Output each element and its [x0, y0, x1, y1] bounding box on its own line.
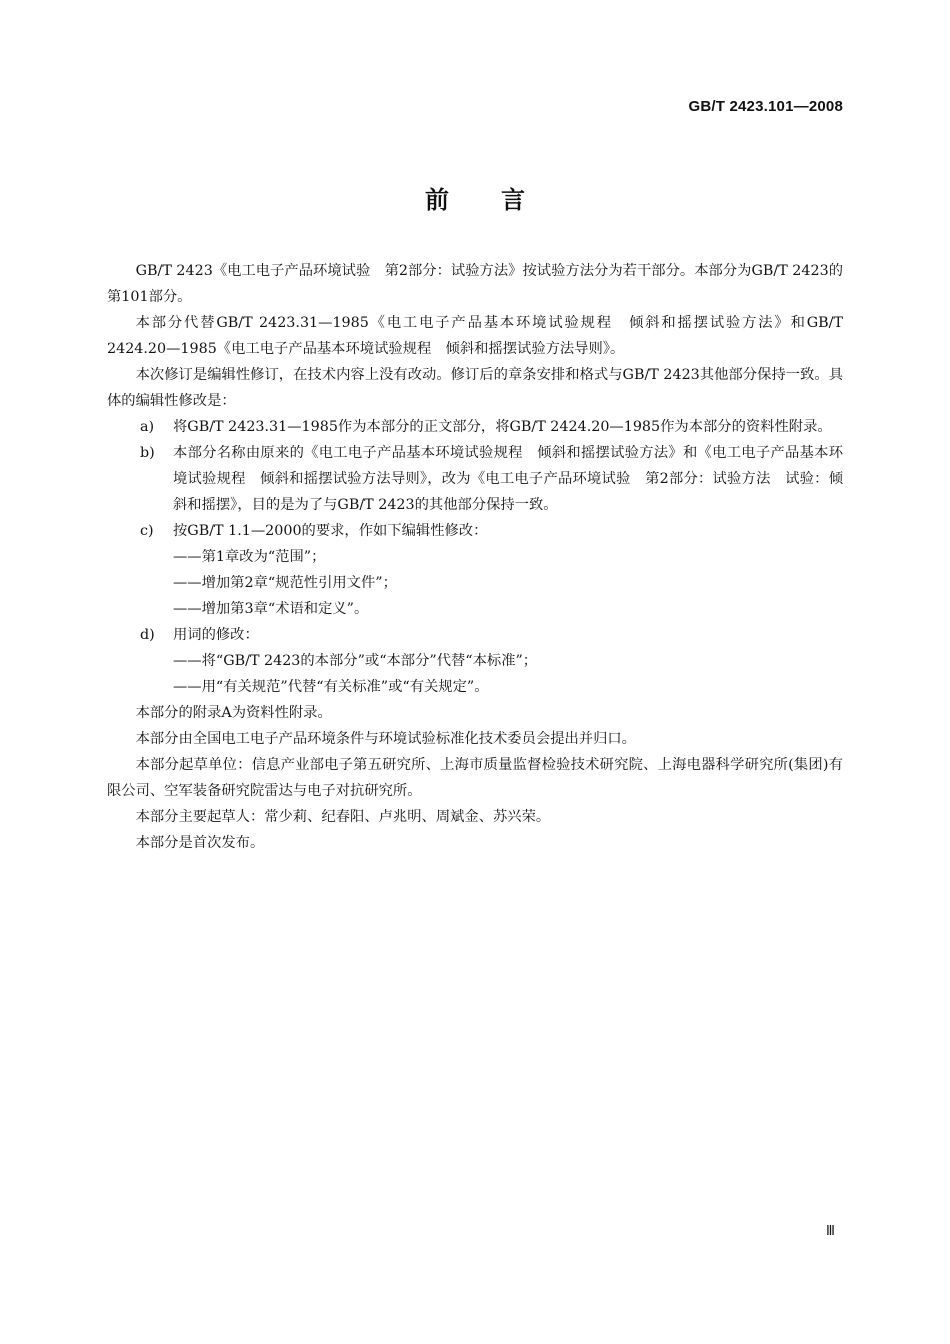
list-label-c: c) [140, 523, 154, 539]
paragraph-replaces: 本部分代替GB/T 2423.31—1985《电工电子产品基本环境试验规程 倾斜和摇摆试验方法》和GB/T 2424.20—1985《电工电子产品基本环境试验规程 倾斜和摇摆试验方法导则》。 [107, 315, 843, 357]
list-text-b: 本部分名称由原来的《电工电子产品基本环境试验规程 倾斜和摇摆试验方法》和《电工电子产品基本环境试验规程 倾斜和摇摆试验方法导则》，改为《电工电子产品环境试验 第2部分：试验方法 试验：倾斜和摇摆》，目的是为了与GB/T 2423的其他部分保持一致。 [173, 445, 843, 513]
title-char-1: 前 [425, 186, 449, 214]
paragraph-revision: 本次修订是编辑性修订，在技术内容上没有改动。修订后的章条安排和格式与GB/T 2423其他部分保持一致。具体的编辑性修改是： [107, 367, 843, 409]
dash-item-c3: ——增加第3章“术语和定义”。 [173, 601, 369, 617]
paragraph-first-release: 本部分是首次发布。 [135, 835, 265, 851]
standard-code: GB/T 2423.101—2008 [688, 98, 843, 115]
list-item-c [107, 518, 843, 544]
list-label-b: b) [140, 445, 155, 461]
dash-item-c2: ——增加第2章“规范性引用文件”； [173, 575, 397, 591]
dash-item-d2: ——用“有关规范”代替“有关标准”或“有关规定”。 [173, 679, 489, 695]
list-text-a: 将GB/T 2423.31—1985作为本部分的正文部分，将GB/T 2424.20—1985作为本部分的资料性附录。 [173, 419, 832, 435]
paragraph-scope: GB/T 2423《电工电子产品环境试验 第2部分：试验方法》按试验方法分为若干部分。本部分为GB/T 2423的第101部分。 [107, 263, 843, 305]
list-item-a [107, 414, 843, 440]
dash-item-c1: ——第1章改为“范围”； [173, 549, 326, 565]
list-label-a: a) [140, 419, 155, 435]
page-title [0, 180, 950, 215]
paragraph-drafters: 本部分主要起草人：常少莉、纪春阳、卢兆明、周斌金、苏兴荣。 [135, 809, 551, 825]
list-item-d [107, 622, 843, 648]
page-number: Ⅲ [826, 1224, 835, 1239]
list-text-c: 按GB/T 1.1—2000的要求，作如下编辑性修改： [173, 523, 488, 539]
title-char-2: 言 [501, 186, 525, 214]
list-item-b [107, 440, 843, 518]
paragraph-committee: 本部分由全国电工电子产品环境条件与环境试验标准化技术委员会提出并归口。 [135, 731, 636, 747]
foreword-body [107, 258, 843, 856]
paragraph-annex: 本部分的附录A为资料性附录。 [135, 705, 332, 721]
list-label-d: d) [140, 627, 155, 643]
dash-item-d1: ——将“GB/T 2423的本部分”或“本部分”代替“本标准”； [173, 653, 538, 669]
paragraph-drafting-units: 本部分起草单位：信息产业部电子第五研究所、上海市质量监督检验技术研究院、上海电器科学研究所(集团)有限公司、空军装备研究院雷达与电子对抗研究所。 [107, 757, 843, 799]
list-text-d: 用词的修改： [173, 627, 259, 643]
